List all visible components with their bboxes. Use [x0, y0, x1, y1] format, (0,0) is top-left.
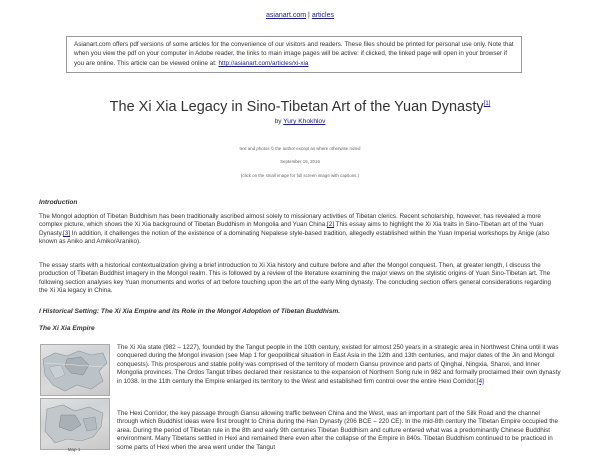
site-home-link[interactable]: asianart.com [266, 12, 307, 19]
xi-xia-empire-heading: The Xi Xia Empire [39, 325, 95, 332]
article-title-text: The Xi Xia Legacy in Sino-Tibetan Art of the Yuan Dynasty [109, 99, 484, 115]
footnote-4-link[interactable]: [4] [476, 377, 484, 385]
footnote-3-link[interactable]: [3] [63, 229, 71, 237]
byline-prefix: by [274, 118, 284, 125]
publish-date: September 15, 2016 [280, 159, 320, 164]
map-1-graphic [41, 345, 109, 395]
pdf-notice-box [66, 36, 522, 73]
map-caption: Map 1 [67, 447, 81, 452]
nav-separator: | [308, 12, 310, 19]
xi-xia-paragraph-2: The Hexi Corridor, the key passage through Gansu allowing traffic between China and the West, was an important part of the Silk Road and the channel through which Buddhist ideas were first brought to China during the Han Dynasty (206 BCE – 220 CE). In the mid-8th century the Tibetan Empire occupied the area. During the period of Tibetan rule in the 8th and early 9th centuries Tibetan Buddhism and culture entered what was a predominantly Chinese Buddhist environment. Many Tibetans settled in Hexi and remained there even after the collapse of the Empire in 840s. Tibetan Buddhism continued to be practiced in some parts of Hexi when the area went under the Tangut [117, 410, 559, 451]
intro-heading: Introduction [39, 199, 78, 206]
intro-p1-text-b: This essay aims to highlight the Xi Xia traits in Sino-Tibetan art of the Yuan Dynasty. [39, 221, 544, 237]
top-navigation [0, 12, 600, 19]
author-link[interactable]: Yury Khokhlov [283, 118, 326, 125]
online-article-link[interactable]: http://asianart.com/articles/xi-xia [218, 59, 309, 67]
photo-credits: text and photos © the author except as where otherwise noted [239, 146, 361, 151]
map-thumbnail-2[interactable] [40, 398, 110, 450]
map-2-graphic [41, 399, 109, 449]
xi-xia-p1-text: The Xi Xia state (982 – 1227), founded by the Tangut people in the 10th century, existed for almost 250 years in a strategic area in Northwest China until it was conquered during the Mongol invasion (see Map 1 for geopolitical situation in East Asia in the 12th and 13th centuries, and major dates of the Jin and Mongol conquests). This prosperous and stable polity was comprised of the territory of modern Gansu province and parts of Qinghai, Ningxia, Shanxi, and Inner Mongolia provinces. The Ordos Tangut tribes declared their resistance to the expansion of Northern Song rule in 982 and formally proclaimed their own dynasty in 1038. In the 11th century the Empire enlarged its territory to the West and established firm control over the entire Hexi Corridor. [117, 344, 561, 385]
intro-p1-text-a: The Mongol adoption of Tibetan Buddhism has been traditionally ascribed almost solely to missionary activities of Tibetan clerics. Recent scholarship, however, has revealed a more complex picture, which shows the Xi Xia background of Tibetan Buddhism in Mongolia and Yuan China. [39, 213, 541, 229]
click-note: (click on the small image for full screen image with captions.) [240, 173, 360, 178]
articles-link[interactable]: articles [311, 12, 334, 19]
intro-paragraph-2: The essay starts with a historical contextualization giving a brief introduction to Xi Xia history and culture before and after the Mongol conquest. Then, at greater length, I discuss the production of Tibetan Buddhist imagery in the Mongol realm. This is followed by a review of the literature examining the major views on the stylistic origins of Yuan Sino-Tibetan art. The following section analyses key Yuan monuments and works of art before touching upon the art of the early Ming dynasty. The concluding section offers general considerations regarding the Xi Xia legacy in China. [39, 262, 551, 295]
map-thumbnail-1[interactable] [40, 344, 110, 396]
footnote-2-link[interactable]: [2] [326, 221, 334, 229]
intro-paragraph-1 [39, 213, 561, 247]
section-1-heading: I Historical Setting: The Xi Xia Empire and its Role in the Mongol Adoption of Tibetan Buddhism. [39, 308, 341, 315]
title-footnote-link[interactable]: [1] [483, 101, 491, 108]
article-title [0, 99, 600, 115]
pdf-notice-text: Asianart.com offers pdf versions of some articles for the convenience of our visitors and readers. These files should be printed for personal use only. Note that when you view the pdf on your computer in Adobe reader, the links to main image pages will be active: if clicked, the linked page will open in your browser if you are online. This article can be viewed online at: [74, 41, 514, 67]
xi-xia-paragraph-1 [117, 344, 561, 386]
intro-p1-text-c: In addition, it challenges the notion of the existence of a dominating Nepalese style-based tradition, allegedly established within the Yuan Imperial workshops by Anige (also known as Aniko and Amiko/Araniko). [39, 229, 550, 246]
byline [0, 118, 600, 125]
